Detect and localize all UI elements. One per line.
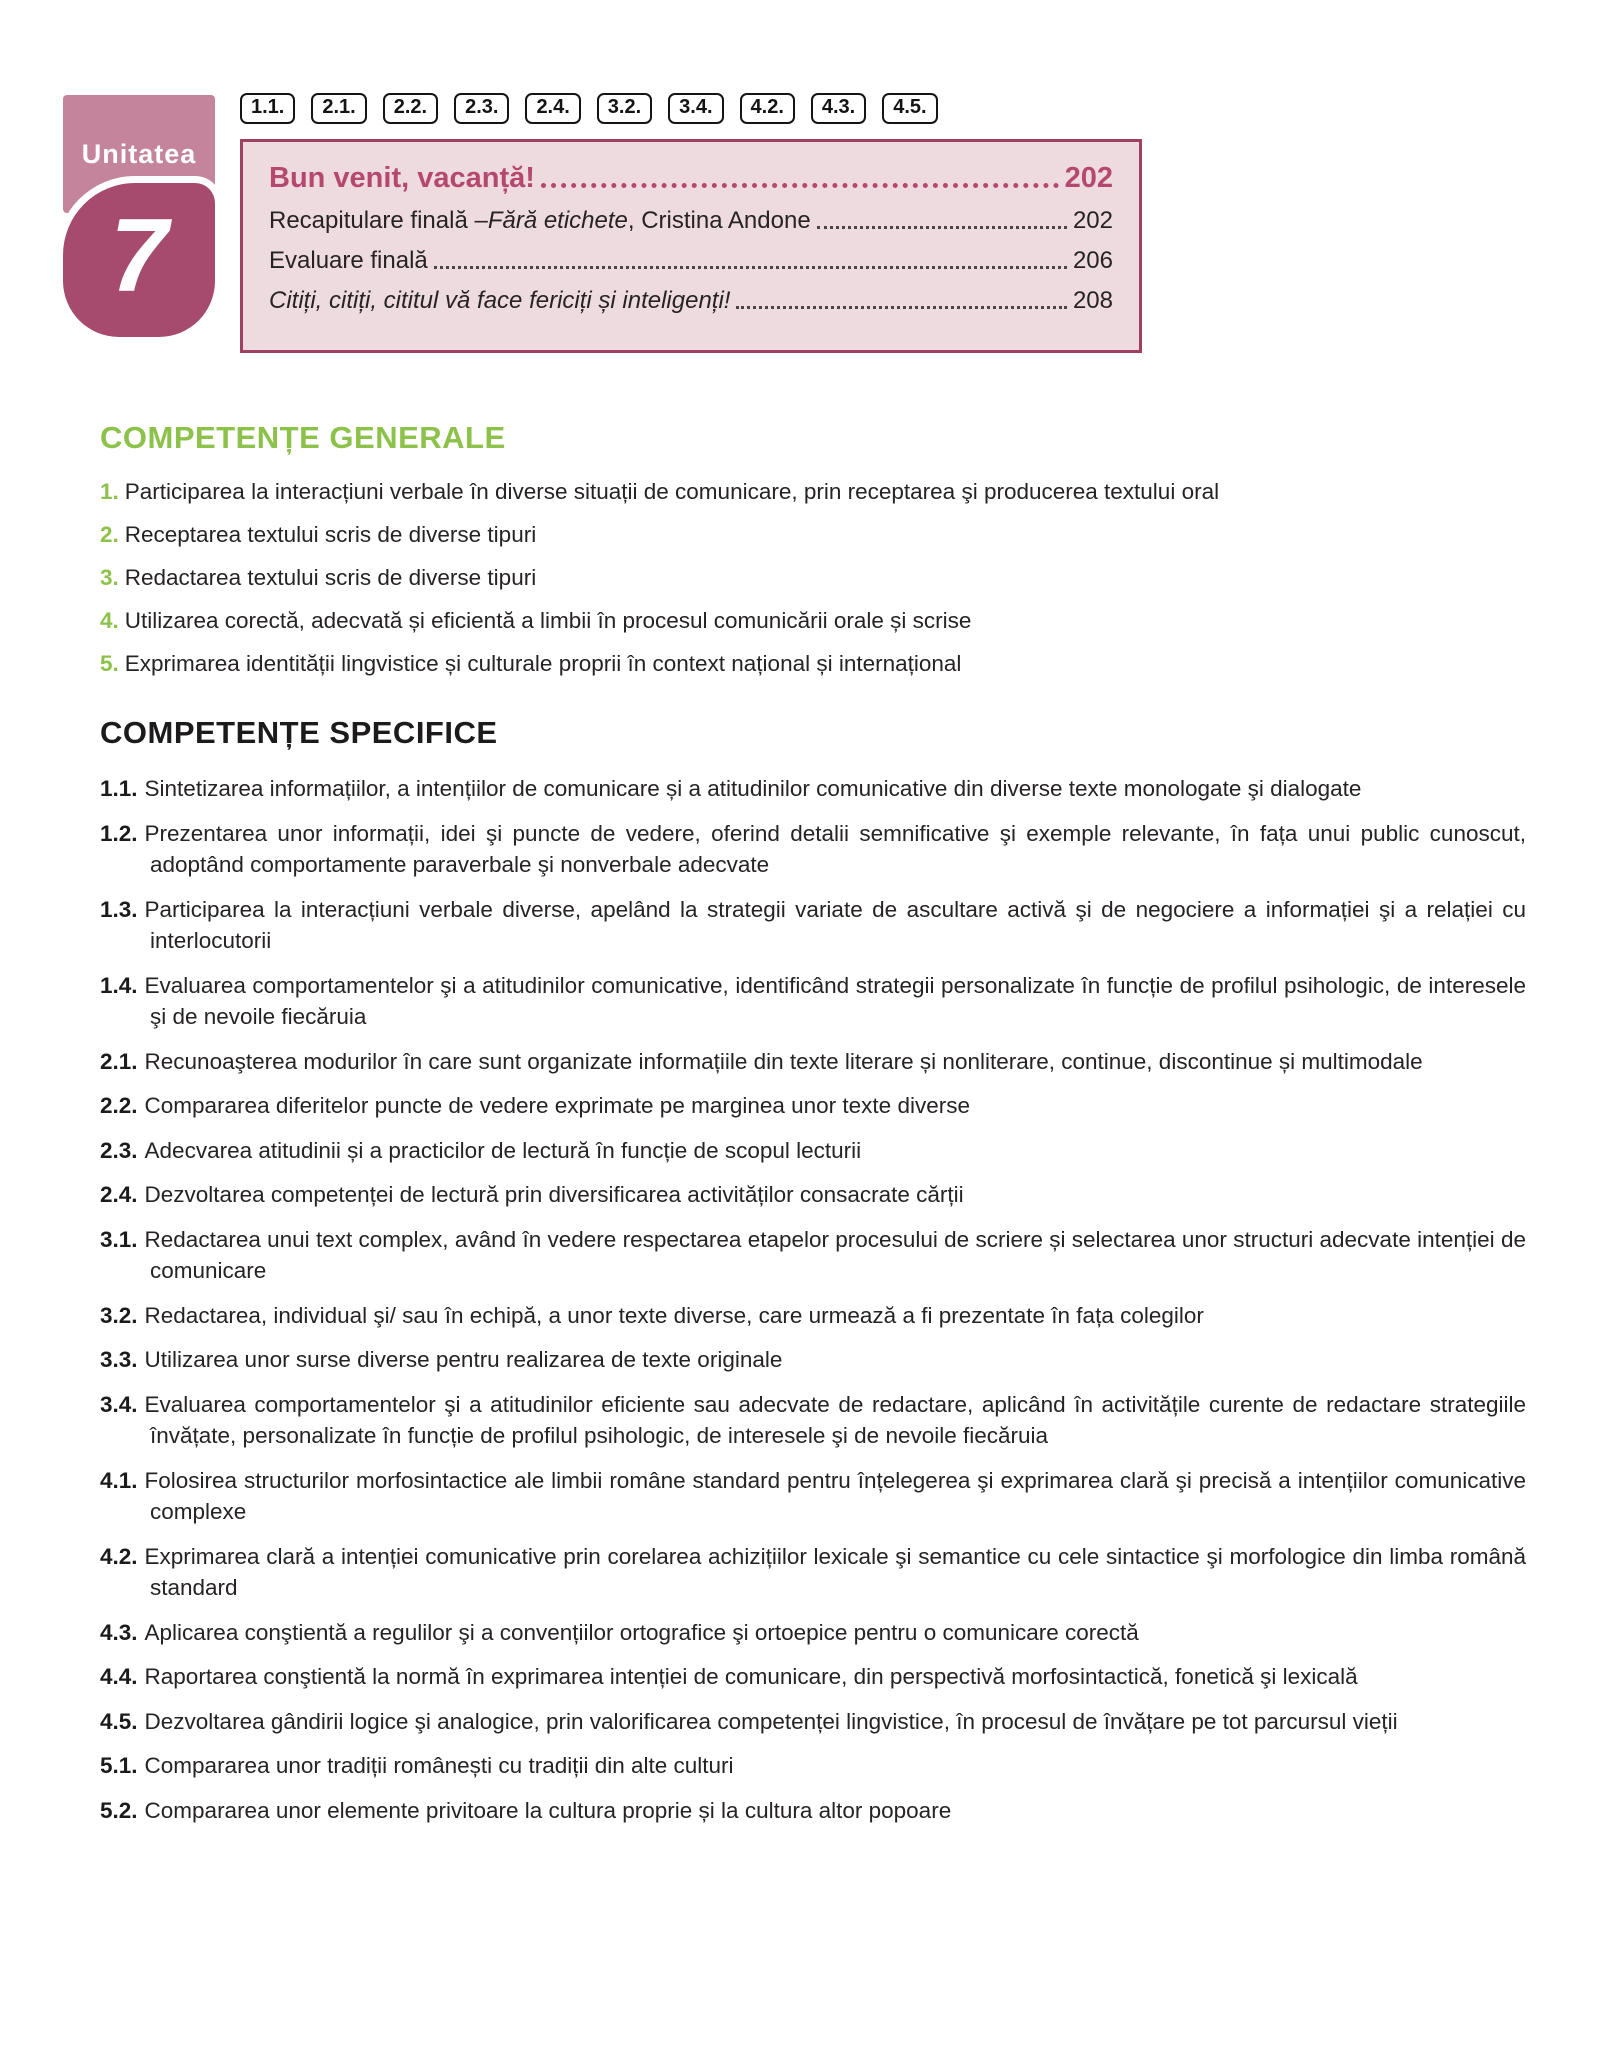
list-item — [100, 1541, 1526, 1604]
list-item — [100, 1795, 1526, 1827]
item-number: 5.2. — [100, 1797, 138, 1823]
toc-page-number: 202 — [1072, 207, 1113, 234]
item-text: Aplicarea conştientă a regulilor şi a convențiilor ortografice şi ortoepice pentru o comunicare corectă — [144, 1619, 1139, 1645]
item-text: Exprimarea clară a intenției comunicative prin corelarea achizițiilor lexicale şi semantice cu cele sintactice şi morfologice din limba română standard — [144, 1543, 1526, 1601]
dotted-leader — [817, 226, 1067, 229]
item-text: Raportarea conştientă la normă în exprimarea intenției de comunicare, din perspectivă morfosintactică, fonetică şi lexicală — [144, 1664, 1358, 1690]
unit-badge — [63, 95, 215, 337]
item-number: 1.4. — [100, 972, 138, 998]
item-number: 2.1. — [100, 1048, 138, 1074]
list-item — [100, 605, 1526, 636]
item-text: Compararea unor elemente privitoare la cultura proprie și la cultura altor popoare — [144, 1797, 952, 1823]
item-number: 4.5. — [100, 1708, 138, 1734]
item-text: Compararea diferitelor puncte de vedere exprimate pe marginea unor texte diverse — [144, 1093, 970, 1119]
tag-chip: 4.2. — [740, 93, 795, 124]
main-content — [100, 420, 1526, 1839]
list-item — [100, 773, 1526, 805]
item-text: Exprimarea identității lingvistice și culturale proprii în context național și internațional — [124, 651, 962, 677]
general-competences-heading: COMPETENȚE GENERALE — [100, 420, 506, 455]
list-item — [100, 894, 1526, 957]
toc-entry-text: , Cristina Andone — [627, 207, 811, 234]
toc-page-number: 206 — [1072, 247, 1113, 274]
toc-entry-text: Recapitulare finală – — [269, 207, 488, 234]
toc-entry — [269, 287, 1113, 315]
toc-entry-text-italic: Fără etichete — [487, 207, 628, 234]
toc-entry-text: Evaluare finală — [269, 247, 428, 274]
item-number: 4.4. — [100, 1664, 138, 1690]
item-number: 1.3. — [100, 896, 138, 922]
list-item — [100, 1617, 1526, 1649]
tag-chip: 4.5. — [882, 93, 937, 124]
toc-box — [240, 139, 1142, 353]
list-item — [100, 1135, 1526, 1167]
unit-number: 7 — [110, 197, 168, 314]
item-number: 3.3. — [100, 1347, 138, 1373]
dotted-leader — [541, 183, 1059, 188]
item-number: 1.2. — [100, 820, 138, 846]
list-item — [100, 1706, 1526, 1738]
list-item — [100, 1389, 1526, 1452]
item-text: Redactarea textului scris de diverse tipuri — [124, 565, 537, 591]
list-item — [100, 1750, 1526, 1782]
tag-chip: 2.3. — [454, 93, 509, 124]
item-text: Recunoaşterea modurilor în care sunt organizate informațiile din texte literare și nonliterare, continue, discontinue și multimodale — [144, 1048, 1423, 1074]
dotted-leader — [434, 266, 1067, 269]
item-text: Adecvarea atitudinii și a practicilor de lectură în funcție de scopul lecturii — [144, 1137, 862, 1163]
list-item — [100, 1661, 1526, 1693]
item-number: 4.1. — [100, 1467, 138, 1493]
tag-chip: 3.2. — [597, 93, 652, 124]
list-item — [100, 1046, 1526, 1078]
list-item — [100, 519, 1526, 550]
item-text: Participarea la interacțiuni verbale diverse, apelând la strategii variate de ascultare activă şi de negociere a informației şi a relației cu interlocutorii — [144, 896, 1526, 954]
tag-chip: 1.1. — [240, 93, 295, 124]
list-item — [100, 1300, 1526, 1332]
item-number: 1.1. — [100, 776, 138, 802]
toc-title-page-number: 202 — [1064, 162, 1113, 194]
item-number: 3.4. — [100, 1391, 138, 1417]
item-text: Evaluarea comportamentelor şi a atitudinilor eficiente sau adecvate de redactare, aplicând în activitățile curente de redactare strategiile învățate, personalizate în funcție de profilul psihologic, de interesele şi de nevoile fiecăruia — [144, 1391, 1526, 1449]
item-text: Participarea la interacțiuni verbale în diverse situații de comunicare, prin receptarea şi producerea textului oral — [124, 479, 1220, 504]
tag-chip: 2.2. — [383, 93, 438, 124]
item-text: Folosirea structurilor morfosintactice ale limbii române standard pentru înțelegerea şi exprimarea clară şi precisă a intențiilor comunicative complexe — [144, 1467, 1526, 1525]
list-item — [100, 970, 1526, 1033]
item-number: 1. — [100, 479, 119, 504]
toc-title-row — [269, 162, 1113, 195]
item-number: 5.1. — [100, 1753, 138, 1779]
competence-tags-row — [240, 93, 938, 124]
item-number: 3.2. — [100, 1302, 138, 1328]
item-text: Compararea unor tradiții românești cu tradiții din alte culturi — [144, 1753, 734, 1779]
list-item — [100, 1344, 1526, 1376]
list-item — [100, 562, 1526, 593]
item-text: Dezvoltarea competenței de lectură prin diversificarea activităților consacrate cărții — [144, 1182, 964, 1208]
item-number: 4.2. — [100, 1543, 138, 1569]
list-item — [100, 1465, 1526, 1528]
specific-competences-list — [100, 773, 1526, 1826]
item-number: 3. — [100, 565, 119, 591]
item-text: Prezentarea unor informații, idei şi puncte de vedere, oferind detalii semnificative şi exemple relevante, în fața unui public cunoscut, adoptând comportamente paraverbale şi nonverbale adecvate — [144, 820, 1526, 878]
tag-chip: 2.4. — [525, 93, 580, 124]
item-text: Redactarea, individual şi/ sau în echipă, a unor texte diverse, care urmează a fi prezentate în fața colegilor — [144, 1302, 1204, 1328]
specific-competences-heading: COMPETENȚE SPECIFICE — [100, 715, 498, 751]
item-number: 2. — [100, 522, 119, 548]
list-item — [100, 476, 1526, 507]
toc-entry-text-italic: Citiți, citiți, cititul vă face fericiți și inteligenți! — [269, 287, 731, 314]
item-number: 2.4. — [100, 1182, 138, 1208]
tag-chip: 3.4. — [668, 93, 723, 124]
item-text: Sintetizarea informațiilor, a intențiilor de comunicare și a atitudinilor comunicative din diverse texte monologate şi dialogate — [144, 776, 1362, 802]
item-number: 5. — [100, 651, 119, 677]
list-item — [100, 818, 1526, 881]
item-text: Redactarea unui text complex, având în vedere respectarea etapelor procesului de scriere și selectarea unor structuri adecvate intenției de comunicare — [144, 1226, 1526, 1284]
toc-entry — [269, 247, 1113, 275]
list-item — [100, 1224, 1526, 1287]
item-number: 4.3. — [100, 1619, 138, 1645]
general-competences-list — [100, 476, 1526, 679]
toc-title: Bun venit, vacanță! — [269, 162, 535, 194]
list-item — [100, 648, 1526, 679]
dotted-leader — [736, 306, 1066, 309]
toc-entry — [269, 207, 1113, 235]
list-item — [100, 1179, 1526, 1211]
toc-page-number: 208 — [1072, 287, 1113, 314]
tag-chip: 2.1. — [311, 93, 366, 124]
tag-chip: 4.3. — [811, 93, 866, 124]
item-text: Dezvoltarea gândirii logice şi analogice, prin valorificarea competenței lingvistice, în procesul de învățare pe tot parcursul vieții — [144, 1708, 1398, 1734]
unit-number-shape — [63, 183, 215, 337]
item-number: 2.3. — [100, 1137, 138, 1163]
item-text: Receptarea textului scris de diverse tipuri — [124, 522, 537, 548]
list-item — [100, 1090, 1526, 1122]
item-number: 2.2. — [100, 1093, 138, 1119]
item-text: Utilizarea corectă, adecvată și eficientă a limbii în procesul comunicării orale și scrise — [124, 608, 972, 634]
item-number: 3.1. — [100, 1226, 138, 1252]
item-text: Evaluarea comportamentelor şi a atitudinilor comunicative, identificând strategii personalizate în funcție de profilul psihologic, de interesele şi de nevoile fiecăruia — [144, 972, 1526, 1030]
item-number: 4. — [100, 608, 119, 634]
item-text: Utilizarea unor surse diverse pentru realizarea de texte originale — [144, 1347, 783, 1373]
unit-badge-label: Unitatea — [81, 139, 197, 169]
